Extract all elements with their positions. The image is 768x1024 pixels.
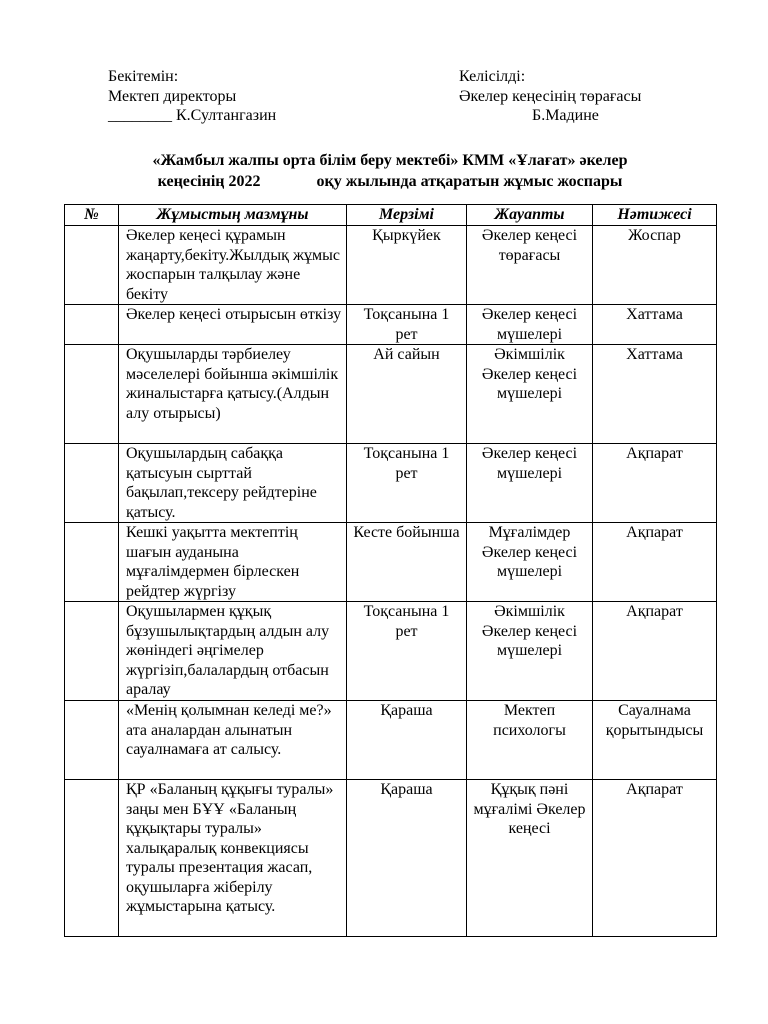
agreer-position: Әкелер кеңесінің төрағасы <box>459 87 642 105</box>
row-content: Әкелер кеңесі құрамын жаңарту,бекіту.Жылдық жұмыс жоспарын талқылау және бекіту <box>119 226 347 305</box>
row-term: Кесте бойынша <box>347 523 467 602</box>
row-content: Оқушыларды тәрбиелеу мәселелері бойынша әкімшілік жиналыстарға қатысу.(Алдын алу отырысы) <box>119 345 347 444</box>
approver-signature-line: ________ К.Султангазин <box>108 107 277 124</box>
table-row <box>65 523 717 602</box>
table-row <box>65 345 717 444</box>
column-header-content: Жұмыстың мазмұны <box>119 205 347 226</box>
row-result: Ақпарат <box>593 523 717 602</box>
work-plan-table <box>64 204 717 937</box>
row-responsible: Әкімшілік Әкелер кеңесі мүшелері <box>467 602 593 701</box>
row-responsible: Құқық пәні мұғалімі Әкелер кеңесі <box>467 780 593 937</box>
row-number <box>65 345 119 444</box>
row-result: Хаттама <box>593 345 717 444</box>
row-number <box>65 780 119 937</box>
row-term: Қыркүйек <box>347 226 467 305</box>
row-term: Қараша <box>347 780 467 937</box>
row-result: Жоспар <box>593 226 717 305</box>
row-content: Әкелер кеңесі отырысын өткізу <box>119 305 347 345</box>
row-responsible: Әкелер кеңесі мүшелері <box>467 444 593 523</box>
table-header-row <box>65 205 717 226</box>
row-number <box>65 444 119 523</box>
row-result: Хаттама <box>593 305 717 345</box>
row-result: Ақпарат <box>593 602 717 701</box>
table-row <box>65 226 717 305</box>
approval-label: Бекітемін: <box>108 68 179 85</box>
row-content: Кешкі уақытта мектептің шағын ауданына мұғалімдермен бірлескен рейдтер жүргізу <box>119 523 347 602</box>
row-result: Ақпарат <box>593 444 717 523</box>
table-row <box>65 602 717 701</box>
table-row <box>65 780 717 937</box>
row-number <box>65 602 119 701</box>
table-row <box>65 444 717 523</box>
row-term: Тоқсанына 1 рет <box>347 602 467 701</box>
row-content: Оқушылармен құқық бұзушылықтардың алдын алу жөніндегі әңгімелер жүргізіп,балалардың отбасын аралау <box>119 602 347 701</box>
row-number <box>65 701 119 780</box>
row-content: Оқушылардың сабаққа қатысуын сырттай бақылап,тексеру рейдтеріне қатысу. <box>119 444 347 523</box>
title-line-1: «Жамбыл жалпы орта білім беру мектебі» КММ «Ұлағат» әкелер <box>152 152 628 169</box>
row-term: Ай сайын <box>347 345 467 444</box>
agreement-label: Келісілді: <box>459 68 526 85</box>
row-result: Ақпарат <box>593 780 717 937</box>
document-title <box>64 150 716 192</box>
row-content: ҚР «Баланың құқығы туралы» заңы мен БҰҰ «Баланың құқықтары туралы» халықаралық конвекциясы туралы презентация жасап, оқушыларға жіберілу жұмыстарына қатысу. <box>119 780 347 937</box>
agreer-name: Б.Мадине <box>532 107 599 124</box>
column-header-responsible: Жауапты <box>467 205 593 226</box>
row-number <box>65 305 119 345</box>
row-term: Қараша <box>347 701 467 780</box>
row-content: «Менің қолымнан келеді ме?» ата аналардан алынатын сауалнамаға ат салысу. <box>119 701 347 780</box>
column-header-result: Нәтижесі <box>593 205 717 226</box>
row-responsible: Әкімшілік Әкелер кеңесі мүшелері <box>467 345 593 444</box>
row-term: Тоқсанына 1 рет <box>347 305 467 345</box>
row-number <box>65 226 119 305</box>
row-term: Тоқсанына 1 рет <box>347 444 467 523</box>
row-result: Сауалнама қорытындысы <box>593 701 717 780</box>
table-row <box>65 701 717 780</box>
row-responsible: Мектеп психологы <box>467 701 593 780</box>
title-line-2-part-a: кеңесінің 2022 <box>157 173 261 190</box>
approval-block <box>108 67 276 126</box>
row-responsible: Әкелер кеңесі төрағасы <box>467 226 593 305</box>
title-line-2-part-b: оқу жылында атқаратын жұмыс жоспары <box>316 173 623 190</box>
row-responsible: Әкелер кеңесі мүшелері <box>467 305 593 345</box>
title-line-2 <box>64 171 716 192</box>
row-responsible: Мұғалімдер Әкелер кеңесі мүшелері <box>467 523 593 602</box>
table-row <box>65 305 717 345</box>
row-number <box>65 523 119 602</box>
agreement-block <box>459 67 641 126</box>
column-header-term: Мерзімі <box>347 205 467 226</box>
approver-position: Мектеп директоры <box>108 87 237 105</box>
column-header-number: № <box>65 205 119 226</box>
